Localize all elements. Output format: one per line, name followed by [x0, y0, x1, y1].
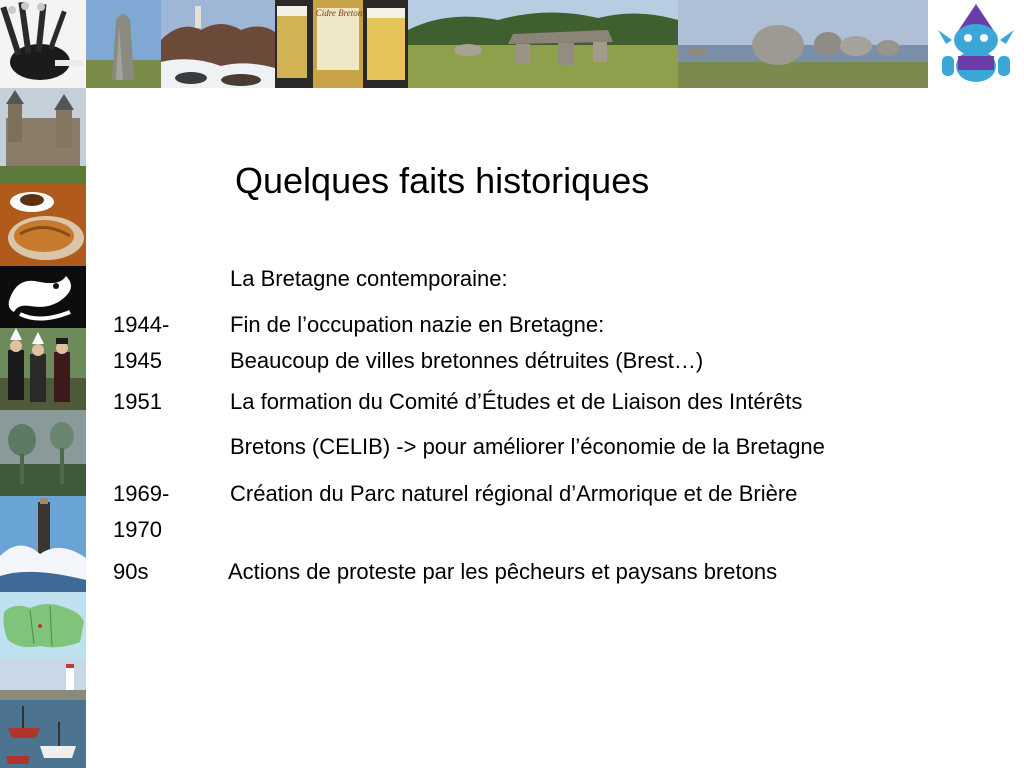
lighthouse-waves-photo — [0, 496, 86, 592]
dolmen-photo — [408, 0, 678, 88]
cider-photo — [275, 0, 408, 88]
brittany-map — [0, 592, 86, 660]
triskel-logo — [0, 266, 86, 328]
slide-title: Quelques faits historiques — [235, 160, 650, 201]
bagpipe-photo — [0, 0, 86, 88]
event-date: 1944- — [113, 312, 170, 337]
korrigan-figure — [928, 0, 1024, 88]
event-text: Création du Parc naturel régional d’Armorique et de Brière — [230, 481, 798, 506]
event-date: 1951 — [113, 389, 162, 414]
breton-costume-photo — [0, 328, 86, 410]
event-text: Actions de proteste par les pêcheurs et paysans bretons — [228, 559, 778, 584]
event-date: 90s — [113, 559, 149, 584]
left-image-strip — [0, 88, 86, 768]
menhir-photo — [86, 0, 161, 88]
section-subtitle: La Bretagne contemporaine: — [230, 266, 508, 291]
artichoke-photo — [0, 410, 86, 496]
event-date: 1970 — [113, 517, 162, 542]
castle-photo — [0, 88, 86, 184]
top-image-strip — [0, 0, 1024, 88]
event-text: Bretons (CELIB) -> pour améliorer l’économie de la Bretagne — [230, 434, 825, 459]
event-date: 1969- — [113, 481, 170, 506]
harbor-boats-photo — [0, 660, 86, 768]
event-text: La formation du Comité d’Études et de Liaison des Intérêts — [230, 389, 803, 414]
event-text: Fin de l’occupation nazie en Bretagne: — [230, 312, 605, 337]
lighthouse-coast-photo — [161, 0, 275, 88]
crepes-photo — [0, 184, 86, 266]
event-date: 1945 — [113, 348, 162, 373]
cider-label: Cidre Breton — [315, 8, 363, 18]
rocky-coast-photo — [678, 0, 928, 88]
event-text: Beaucoup de villes bretonnes détruites (Brest…) — [230, 348, 704, 373]
